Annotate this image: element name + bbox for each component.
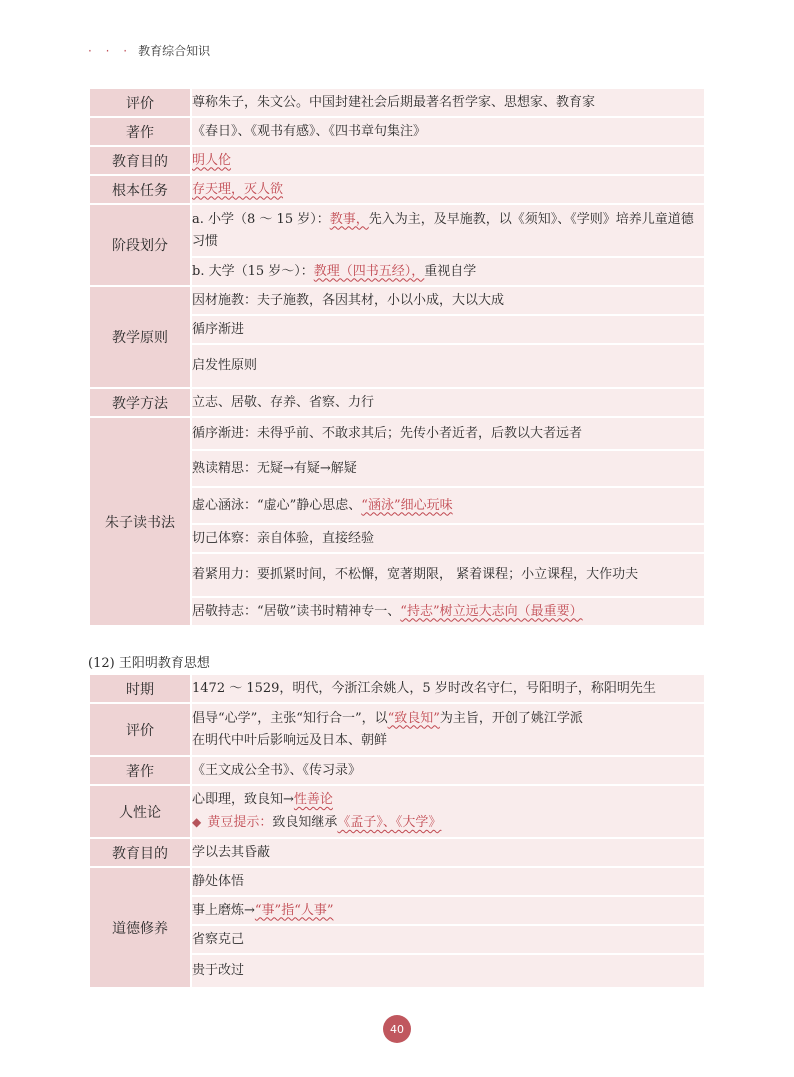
- row-label: 时期: [89, 674, 191, 703]
- row-label: 教育目的: [89, 146, 191, 175]
- table-row: [89, 388, 705, 417]
- row-value: 1472 ～ 1529，明代，今浙江余姚人，5 岁时改名守仁，号阳明子，称阳明先生: [191, 674, 705, 703]
- table-row: [89, 204, 705, 257]
- highlight-text: 明人伦: [192, 152, 232, 168]
- row-value: [191, 703, 705, 756]
- highlight-text: 存天理，灭人欲: [192, 181, 284, 197]
- highlight-text: 《孟子》、《大学》: [337, 815, 442, 830]
- highlight-text: “涵泳”细心玩味: [361, 497, 453, 513]
- text-part: 居敬持志：“居敬”读书时精神专一、: [192, 603, 401, 619]
- text-part: 在明代中叶后影响远及日本、朝鲜: [192, 732, 388, 748]
- highlight-text: 教事，: [329, 211, 369, 227]
- row-label: 阶段划分: [89, 204, 191, 286]
- row-label: 人性论: [89, 785, 191, 838]
- text-part: 致良知继承: [272, 815, 338, 830]
- row-value: 着紧用力：要抓紧时间，不松懈，宽著期限， 紧着课程；小立课程，大作功夫: [191, 553, 705, 597]
- row-label: 评价: [89, 703, 191, 756]
- row-value: 熟读精思：无疑→有疑→解疑: [191, 450, 705, 487]
- row-value: 循序渐进: [191, 315, 705, 344]
- table-row: [89, 785, 705, 838]
- text-part: 先入为主，及早施教，以《须知》、《学则》培养儿童道德习惯: [192, 211, 694, 249]
- table-row: [89, 117, 705, 146]
- row-label: 教学原则: [89, 286, 191, 388]
- running-header: [88, 42, 210, 59]
- row-value: 启发性原则: [191, 344, 705, 388]
- row-value: 静处体悟: [191, 867, 705, 896]
- row-value: [191, 204, 705, 257]
- text-part: b. 大学（15 岁～）：: [192, 263, 314, 279]
- row-label: 著作: [89, 756, 191, 785]
- table-row: [89, 867, 705, 896]
- header-title: 教育综合知识: [138, 44, 211, 58]
- text-part: 虚心涵泳：“虚心”静心思虑、: [192, 497, 362, 513]
- row-value: [191, 896, 705, 925]
- row-label: 朱子读书法: [89, 417, 191, 626]
- text-part: a. 小学（8 ～ 15 岁）：: [192, 211, 330, 227]
- row-value: 《王文成公全书》、《传习录》: [191, 756, 705, 785]
- highlight-text: “持志”树立远大志向（最重要）: [400, 603, 583, 619]
- highlight-text: “致良知”: [387, 710, 440, 726]
- row-value: 贵于改过: [191, 954, 705, 988]
- text-part: 事上磨炼→: [192, 902, 255, 918]
- row-value: [191, 257, 705, 286]
- row-value: 省察克己: [191, 925, 705, 954]
- table-row: [89, 286, 705, 315]
- row-value: [191, 487, 705, 524]
- row-label: 根本任务: [89, 175, 191, 204]
- text-part: 心即理，致良知→: [192, 792, 294, 807]
- table-row: [89, 175, 705, 204]
- text-part: 倡导“心学”，主张“知行合一”，以: [192, 710, 388, 726]
- row-value: 《春日》、《观书有感》、《四书章句集注》: [191, 117, 705, 146]
- zhuxi-table: [88, 87, 706, 627]
- tip-label: 黄豆提示：: [207, 815, 273, 830]
- table-row: [89, 417, 705, 450]
- table-row: [89, 674, 705, 703]
- text-part: 重视自学: [424, 263, 477, 279]
- wang-table: [88, 673, 706, 989]
- diamond-icon: ◆: [192, 815, 202, 829]
- section-heading: (12) 王阳明教育思想: [88, 656, 210, 671]
- table-row: [89, 88, 705, 117]
- row-value: 循序渐进：未得乎前、不敢求其后；先传小者近者，后教以大者远者: [191, 417, 705, 450]
- highlight-text: 教理（四书五经），: [313, 263, 425, 279]
- table-row: [89, 703, 705, 756]
- table-row: [89, 838, 705, 867]
- row-value: 学以去其昏蔽: [191, 838, 705, 867]
- header-dots: · · ·: [88, 43, 133, 58]
- row-label: 教学方法: [89, 388, 191, 417]
- row-value: [191, 175, 705, 204]
- page-number-badge: 40: [383, 1015, 411, 1043]
- row-value: 立志、居敬、存养、省察、力行: [191, 388, 705, 417]
- row-value: 因材施教：夫子施教，各因其材，小以小成，大以大成: [191, 286, 705, 315]
- row-label: 教育目的: [89, 838, 191, 867]
- row-value: [191, 146, 705, 175]
- row-label: 著作: [89, 117, 191, 146]
- highlight-text: “事”指“人事”: [254, 902, 334, 918]
- row-value: 尊称朱子，朱文公。中国封建社会后期最著名哲学家、思想家、教育家: [191, 88, 705, 117]
- table-row: [89, 756, 705, 785]
- row-label: 道德修养: [89, 867, 191, 988]
- row-value: 切己体察：亲自体验，直接经验: [191, 524, 705, 553]
- row-value: [191, 597, 705, 626]
- table-row: [89, 146, 705, 175]
- highlight-text: 性善论: [293, 792, 333, 807]
- text-part: 为主旨，开创了姚江学派: [439, 710, 583, 726]
- row-value: [191, 785, 705, 838]
- row-label: 评价: [89, 88, 191, 117]
